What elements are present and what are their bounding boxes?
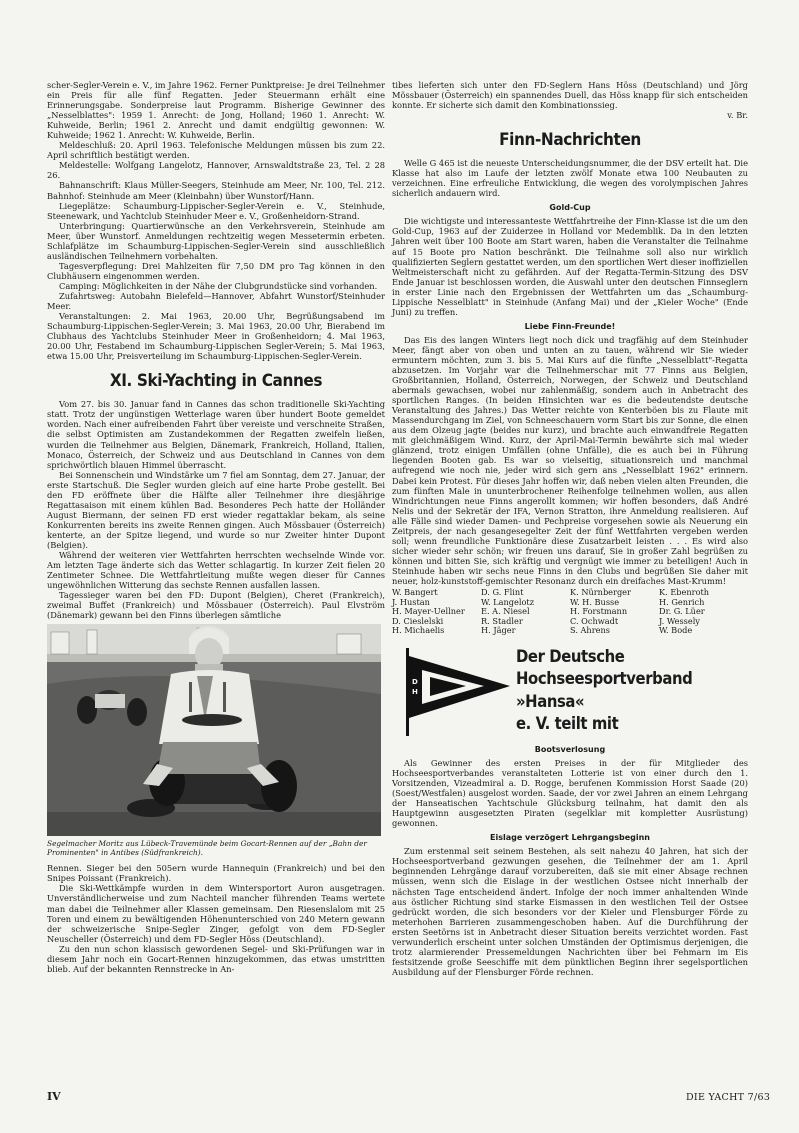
zufahrtsweg-paragraph: Zufahrtsweg: Autobahn Bielefeld—Hannover, Abfahrt Wunstorf/Steinhuder Meer. — [47, 290, 385, 312]
ski-yachting-paragraph-5: Rennen. Sieger bei den 505ern wurde Hannequin (Frankreich) und bei den Snipes Poissant (Frankreich). — [47, 863, 385, 884]
bootsverlosung-subheading: Bootsverlosung — [534, 744, 606, 754]
ski-yachting-paragraph-7: Zu den nun schon klassisch gewordenen Segel- und Ski-Prüfungen war in diesem Jahr noch ein Gocart-Rennen hinzugekommen, das etwas umstritten blieb. Auf der bekannten Rennstrecke in An- — [47, 943, 385, 974]
meldeschluss-paragraph: Meldeschluß: 20. April 1963. Telefonische Meldungen müssen bis zum 22. April schriftlich bestätigt werden. — [47, 140, 385, 161]
ski-yachting-paragraph-4: Tagessieger waren bei den FD: Dupont (Belgien), Cheret (Frankreich), zweimal Buffet (Frankreich) und Mössbauer (Österreich). Paul Elvström (Dänemark) gewann bei den Finns überlegen sämtliche — [47, 590, 385, 621]
gocart-photo — [47, 624, 381, 836]
signatory-name: K. Ebenroth — [659, 587, 710, 598]
eislage-subheading: Eislage verzögert Lehrgangsbeginn — [490, 833, 650, 843]
bahnanschrift-paragraph: Bahnanschrift: Klaus Müller-Seegers, Steinhude am Meer, Nr. 100, Tel. 212. Bahnhof: Steinhude am Meer (Kleinbahn) über Wunstorf/Hann. — [47, 180, 385, 201]
tagesverpflegung-paragraph: Tagesverpflegung: Drei Mahlzeiten für 7,50 DM pro Tag können in den Clubhäusern eingenommen werden. — [47, 260, 385, 281]
signatory-name: K. Nürnberger — [570, 587, 631, 598]
page-number: IV — [47, 1090, 61, 1103]
eislage-paragraph: Zum erstenmal seit seinem Bestehen, als seit nahezu 40 Jahren, hat sich der Hochseesportverband gezwungen gesehen, die Teilnehmer der am 1. April beginnenden Lehrgänge darauf vorzubereiten, daß sie mit einer Absage rechnen müssen, wenn sich die Eislage in der westlichen Ostsee nicht innerhalb der nächsten Tage entscheidend ändert. Infolge der noch immer anhaltenden Winde aus östlicher Richtung sind starke Eismassen in den westlichen Teil der Ostsee gedrückt worden, die sich besonders vor der Kieler und Flensburger Förde zu meterhohen Barrieren zusammengeschoben haben. Auf die Durchführung der ersten Seetörns ist in Anbetracht dieser Situation bereits verzichtet worden. Fast verwunderlich erscheint unter solchen Umständen der Optimismus derjenigen, die trotz alarmierender Pressemeldungen Nachrichten über bei Fehmarn im Eis festsitzende große Seeschiffe mit dem pünktlichen Beginn ihrer segelsportlichen Ausbildung auf der Flensburger Förde rechnen. — [392, 846, 748, 977]
signatory-name: R. Stadler — [481, 615, 523, 626]
signatory-name: W. Langelotz — [481, 596, 535, 607]
signatory-name: H. Forstmann — [570, 606, 628, 617]
ski-yachting-paragraph-2: Bei Sonnenschein und Windstärke um 7 fiel am Sonntag, dem 27. Januar, der erste Startschuß. Die Segler wurden gleich auf eine harte Probe gestellt. Bei den FD eröffnete über die Hälfte aller Teilnehmer ihre diesjährige Regattasaison mit einem kühlen Bad. Besonderes Pech hatte der Holländer August Biermann, der seinen FD erst wieder regattaklar bekam, als seine Konkurrenten bereits ins zweite Rennen gingen. Auch Mössbauer (Österreich) kenterte, an der Spitze liegend, und wurde so nur Zweiter hinter Dupont (Belgien). — [47, 469, 385, 550]
signatory-name: J. Wessely — [659, 615, 700, 626]
magazine-issue-label: DIE YACHT 7/63 — [686, 1092, 771, 1103]
finn-freunde-paragraph: Das Eis des langen Winters liegt noch dick und tragfähig auf dem Steinhuder Meer, fängt aber von oben und unten an zu tauen, während wir Sie wieder ermuntern möchten, zum 3. bis 5. Mai Kurs auf die fünfte „Nesselblatt"-Regatta abzusetzen. Im Vorjahr war die Teilnehmerschar mit 77 Finns aus Belgien, Großbritannien, Holland, Österreich, Norwegen, der Schweiz und Deutschland abermals gewachsen, wobei nur zahlenmäßig, sondern auch in Anbetracht des sportlichen Ranges. (In beiden Hinsichten war es die bedeutendste deutsche Veranstaltung des Jahres.) Das Wetter reichte von Kenterböen bis zu Flaute mit Massendurchgang im Ziel, von Schneeschauern vorm Start bis zur Sonne, die einen aus dem Olzeug jagte (beides nur kurz), und brachte auch einwandfreie Regatten mit gleichmäßigem Wind. Kurz, der April-Mai-Termin bewährte sich mal wieder glänzend, trotz einigen Umfällen (ohne Unfälle), die es auch bei in Führung liegenden Booten gab. Es war so vielseitig, situationsreich und manchmal aufregend wie noch nie, jeder wird sich gern ans „Nesselblatt 1962" erinnern. Dabei kein Protest. Für dieses Jahr hoffen wir, daß neben vielen alten Freunden, die zum fünften Male in ununterbrochener Reihenfolge teilnehmen wollen, aus allen Windrichtungen neue Finns angerollt kommen; wir hoffen besonders, daß André Nelis und der Sekretär der IFA, Vernon Stratton, ihre Anmeldung realisieren. Auf alle Fälle sind wieder Damen- und Pechpreise vorgesehen sowie als Neuerung ein Zeitpreis, der nach gesangesegelter Zeit der fünf Wettfahrten vergeben werden soll; wenn freundliche Funktionäre diese Zusatzarbeit leisten . . . Es wird also sicher wieder sehr schön; wir freuen uns darauf, Sie in großer Zahl begrüßen zu können und bitten Sie, sich kräftig und vergnügt wie immer zu beteiligen! Auch in Steinhude haben wir sechs neue Finns in den Clubs und begrüßen Sie daher mit neuer, holz-kunststoff-gemischter Resonanz durch ein dreifaches Mast-Krumm! — [392, 334, 748, 586]
finn-nachrichten-heading: Finn-Nachrichten — [499, 130, 641, 151]
ski-yachting-paragraph-3: Während der weiteren vier Wettfahrten herrschten wechselnde Winde vor. Am letzten Tage änderte sich das Wetter schlagartig. In kurzer Zeit fielen 20 Zentimeter Schnee. Die Wettfahrtleitung mußte wegen dieser für Cannes ungewöhnlichen Witterung das sechste Rennen ausfallen lassen. — [47, 550, 385, 591]
liegeplaetze-paragraph: Liegeplätze: Schaumburg-Lippischer-Segler-Verein e. V., Steinhude, Steenewark, und Yachtclub Steinhuder Meer e. V., Großenheidorn-Strand. — [47, 200, 385, 221]
signatory-name: D. G. Flint — [481, 587, 524, 598]
signatory-name: H. Jäger — [481, 625, 516, 636]
veranstaltungen-paragraph: Veranstaltungen: 2. Mai 1963, 20.00 Uhr, Begrüßungsabend im Schaumburg-Lippischen-Segler-Verein; 3. Mai 1963, 20.00 Uhr, Bierabend im Clubhaus des Yachtclubs Steinhuder Meer in Großenheidorn; 4. Mai 1963, 20.00 Uhr, Festabend im Schaumburg-Lippischen Segler-Verein; 5. Mai 1963, etwa 15.00 Uhr, Preisverteilung im Schaumburg-Lippischen-Segler-Verein. — [47, 311, 385, 362]
signatory-name: W. Bangert — [392, 587, 438, 598]
hansa-title-line-1: Der Deutsche — [516, 646, 625, 666]
finn-intro-paragraph: Welle G 465 ist die neueste Unterscheidungsnummer, die der DSV erteilt hat. Die Klasse hat also im Laufe der letzten zwölf Monate etwa 100 Neubauten zu verzeichnen. Eine erfreuliche Entwicklung, die wegen des vorolympischen Jahres sicherlich andauern wird. — [392, 158, 748, 199]
gocart-photo-illustration — [47, 624, 381, 836]
gold-cup-subheading: Gold-Cup — [549, 203, 591, 213]
author-byline: v. Br. — [727, 110, 748, 121]
ski-yachting-heading: XI. Ski-Yachting in Cannes — [109, 371, 323, 392]
signatory-name: D. Cieslelski — [392, 615, 444, 626]
left-column — [47, 80, 385, 974]
hansa-announcement-header — [392, 646, 748, 740]
flag-lettering: D — [412, 677, 418, 686]
right-column — [392, 80, 748, 977]
ski-yachting-paragraph-1: Vom 27. bis 30. Januar fand in Cannes das schon traditionelle Ski-Yachting statt. Trotz der ungünstigen Wetterlage waren über hundert Boote gemeldet worden. Nach einer aufreibenden Fahrt über vereiste und verschneite Straßen, die selbst Optimisten am Zustandekommen der Regatten zweifeln ließen, wurden die Teilnehmer aus Belgien, Dänemark, Frankreich, Holland, Italien, Monaco, Österreich, der Schweiz und aus Deutschland in Cannes von dem sprichwörtlich blauen Himmel überrascht. — [47, 399, 385, 470]
ski-yachting-paragraph-6: Die Ski-Wettkämpfe wurden in dem Wintersportort Auron ausgetragen. Unverständlicherweise und zum Nachteil mancher führenden Teams wertete man dabei die Teilnehmer aller Klassen gemeinsam. Den Riesenslalom mit 25 Toren und einem zu bewältigenden Höhenunterschied von 240 Metern gewann der schweizerische Snipe-Segler Zinger, gefolgt von dem FD-Segler Neuscheller (Österreich) und dem FD-Segler Höss (Deutschland). — [47, 883, 385, 944]
signatory-name: S. Ahrens — [570, 625, 610, 636]
liebe-finn-freunde-subheading: Liebe Finn-Freunde! — [524, 321, 616, 331]
kombination-paragraph: tibes lieferten sich unter den FD-Seglern Hans Höss (Deutschland) und Jörg Mössbauer (Österreich) ein spannendes Duell, das Höss knapp für sich entscheiden konnte. Er sicherte sich damit den Kombinationssieg. — [392, 80, 748, 111]
hansa-title — [516, 646, 748, 736]
signatory-name: W. H. Busse — [570, 596, 620, 607]
camping-paragraph: Camping: Möglichkeiten in der Nähe der Clubgrundstücke sind vorhanden. — [59, 280, 378, 291]
bootsverlosung-paragraph: Als Gewinner des ersten Preises in der für Mitglieder des Hochseesportverbandes veranstalteten Lotterie ist von einer durch den 1. Vorsitzenden, Vizeadmiral a. D. Rogge, berufenen Kommission Horst Saade (20) (Soest/Westfalen) ausgelost worden. Saade, der vor zwei Jahren an einem Lehrgang der Hanseatischen Yachtschule Glücksburg teilnahm, hat damit den als Hauptgewinn ausgesetzten Piraten (segelklar mit kompletter Ausrüstung) gewonnen. — [392, 757, 748, 829]
unterbringung-paragraph: Unterbringung: Quartierwünsche an den Verkehrsverein, Steinhude am Meer, über Wunstorf. Anmeldungen rechtzeitig wegen Messetermin erbeten. Schlafplätze im Schaumburg-Lippischen-Segler-Verein sind ausschließlich ausländischen Teilnehmern vorbehalten. — [47, 220, 385, 261]
gold-cup-paragraph: Die wichtigste und interessanteste Wettfahrtreihe der Finn-Klasse ist die um den Gold-Cup, 1963 auf der Zuiderzee in Holland vor Medemblik. Da in den letzten Jahren weit über 100 Boote am Start waren, haben die Veranstalter die Teilnahme auf 15 Boote pro Nation beschränkt. Die Teilnahme soll also nur wirklich qualifizierten Seglern gestattet werden, um den sportlichen Wert dieser inoffiziellen Weltmeisterschaft nicht zu gefährden. Auf der Regatta-Termin-Sitzung des DSV Ende Januar ist beschlossen worden, die Auswahl unter den deutschen Finnseglern in erster Linie nach den Ergebnissen der Wettfahrten um das „Schaumburg-Lippische Nesselblatt" in Steinhude (Anfang Mai) und der „Kieler Woche" (Ende Juni) zu treffen. — [392, 216, 748, 317]
photo-caption: Segelmacher Moritz aus Lübeck-Travemünde beim Gocart-Rennen auf der „Bahn der Prominenten" in Antibes (Südfrankreich). — [47, 839, 367, 858]
hansa-title-line-3: e. V. teilt mit — [516, 714, 619, 734]
hansa-title-line-2: Hochseesportverband »Hansa« — [516, 669, 693, 711]
signatory-name: W. Bode — [659, 625, 693, 636]
signatory-name: E. A. Niesel — [481, 606, 530, 617]
hansa-flag-icon — [400, 646, 516, 738]
regatta-prizes-paragraph: scher-Segler-Verein e. V., im Jahre 1962. Ferner Punktpreise: Je drei Teilnehmer ein Preis für alle fünf Regatten. Jeder Steuermann erhält eine Erinnerungsgabe. Sonderpreise laut Programm. Bisherige Gewinner des „Nesselblattes": 1959 1. Anrecht: de Jong, Holland; 1960 1. Anrecht: W. Kuhweide, Berlin; 1961 2. Anrecht und damit endgültig gewonnen: W. Kuhweide; 1962 1. Anrecht: W. Kuhweide, Berlin. — [47, 80, 385, 141]
signatory-name: Dr. G. Lüer — [659, 606, 705, 617]
signatory-name: H. Michaelis — [392, 625, 445, 636]
signatory-name: C. Ochwadt — [570, 615, 619, 626]
signatory-name: H. Mayer-Uellner — [392, 606, 465, 617]
meldestelle-paragraph: Meldestelle: Wolfgang Langelotz, Hannover, Arnswaldtstraße 23, Tel. 2 28 26. — [47, 160, 385, 181]
signatories-list — [392, 588, 748, 636]
signatory-name: J. Hustan — [392, 596, 430, 607]
signatory-name: H. Genrich — [659, 596, 705, 607]
flag-lettering: H — [412, 687, 418, 696]
